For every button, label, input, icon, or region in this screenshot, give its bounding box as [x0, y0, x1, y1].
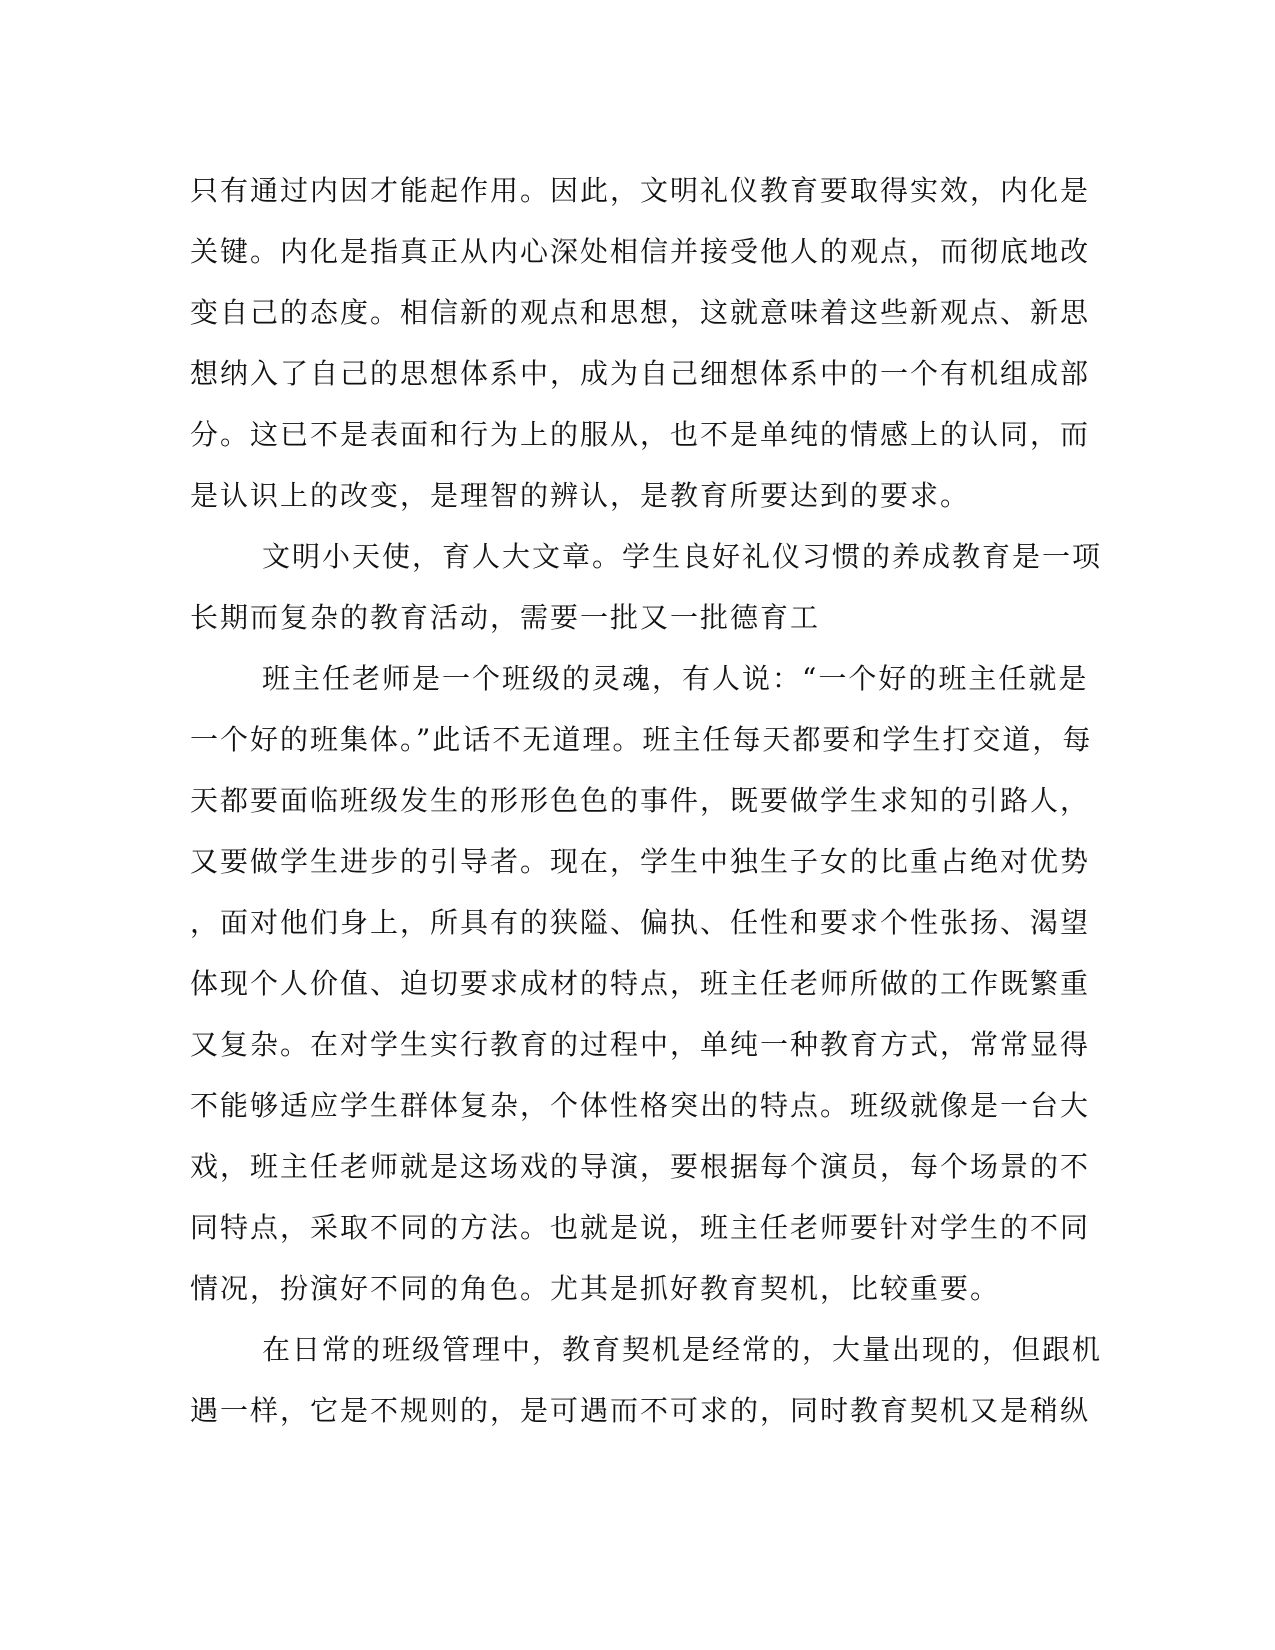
- text-line: 变自己的态度。相信新的观点和思想，这就意味着这些新观点、新思: [190, 296, 1091, 329]
- text-line: 想纳入了自己的思想体系中，成为自己细想体系中的一个有机组成部: [190, 357, 1091, 390]
- text-line: 又要做学生进步的引导者。现在，学生中独生子女的比重占绝对优势: [190, 845, 1091, 878]
- text-line: 遇一样，它是不规则的，是可遇而不可求的，同时教育契机又是稍纵: [190, 1394, 1091, 1427]
- text-line: 又复杂。在对学生实行教育的过程中，单纯一种教育方式，常常显得: [190, 1028, 1091, 1061]
- text-line: ，面对他们身上，所具有的狭隘、偏执、任性和要求个性张扬、渴望: [190, 906, 1091, 939]
- text-line: 长期而复杂的教育活动，需要一批又一批德育工: [190, 601, 821, 634]
- text-line: 是认识上的改变，是理智的辨认，是教育所要达到的要求。: [190, 479, 971, 512]
- text-line: 班主任老师是一个班级的灵魂，有人说：“一个好的班主任就是: [262, 662, 1089, 695]
- text-line: 在日常的班级管理中，教育契机是经常的，大量出现的，但跟机: [262, 1333, 1103, 1366]
- text-line: 一个好的班集体。”此话不无道理。班主任每天都要和学生打交道，每: [190, 723, 1093, 756]
- text-line: 体现个人价值、迫切要求成材的特点，班主任老师所做的工作既繁重: [190, 967, 1091, 1000]
- text-line: 不能够适应学生群体复杂，个体性格突出的特点。班级就像是一台大: [190, 1089, 1091, 1122]
- text-line: 文明小天使，育人大文章。学生良好礼仪习惯的养成教育是一项: [262, 540, 1103, 573]
- text-line: 情况，扮演好不同的角色。尤其是抓好教育契机，比较重要。: [190, 1272, 1001, 1305]
- text-line: 戏，班主任老师就是这场戏的导演，要根据每个演员，每个场景的不: [190, 1150, 1091, 1183]
- document-body: [190, 160, 1103, 1441]
- text-line: 天都要面临班级发生的形形色色的事件，既要做学生求知的引路人，: [190, 784, 1091, 817]
- text-line: 关键。内化是指真正从内心深处相信并接受他人的观点，而彻底地改: [190, 235, 1091, 268]
- text-line: 只有通过内因才能起作用。因此，文明礼仪教育要取得实效，内化是: [190, 174, 1091, 207]
- text-line: 同特点，采取不同的方法。也就是说，班主任老师要针对学生的不同: [190, 1211, 1091, 1244]
- text-line: 分。这已不是表面和行为上的服从，也不是单纯的情感上的认同，而: [190, 418, 1091, 451]
